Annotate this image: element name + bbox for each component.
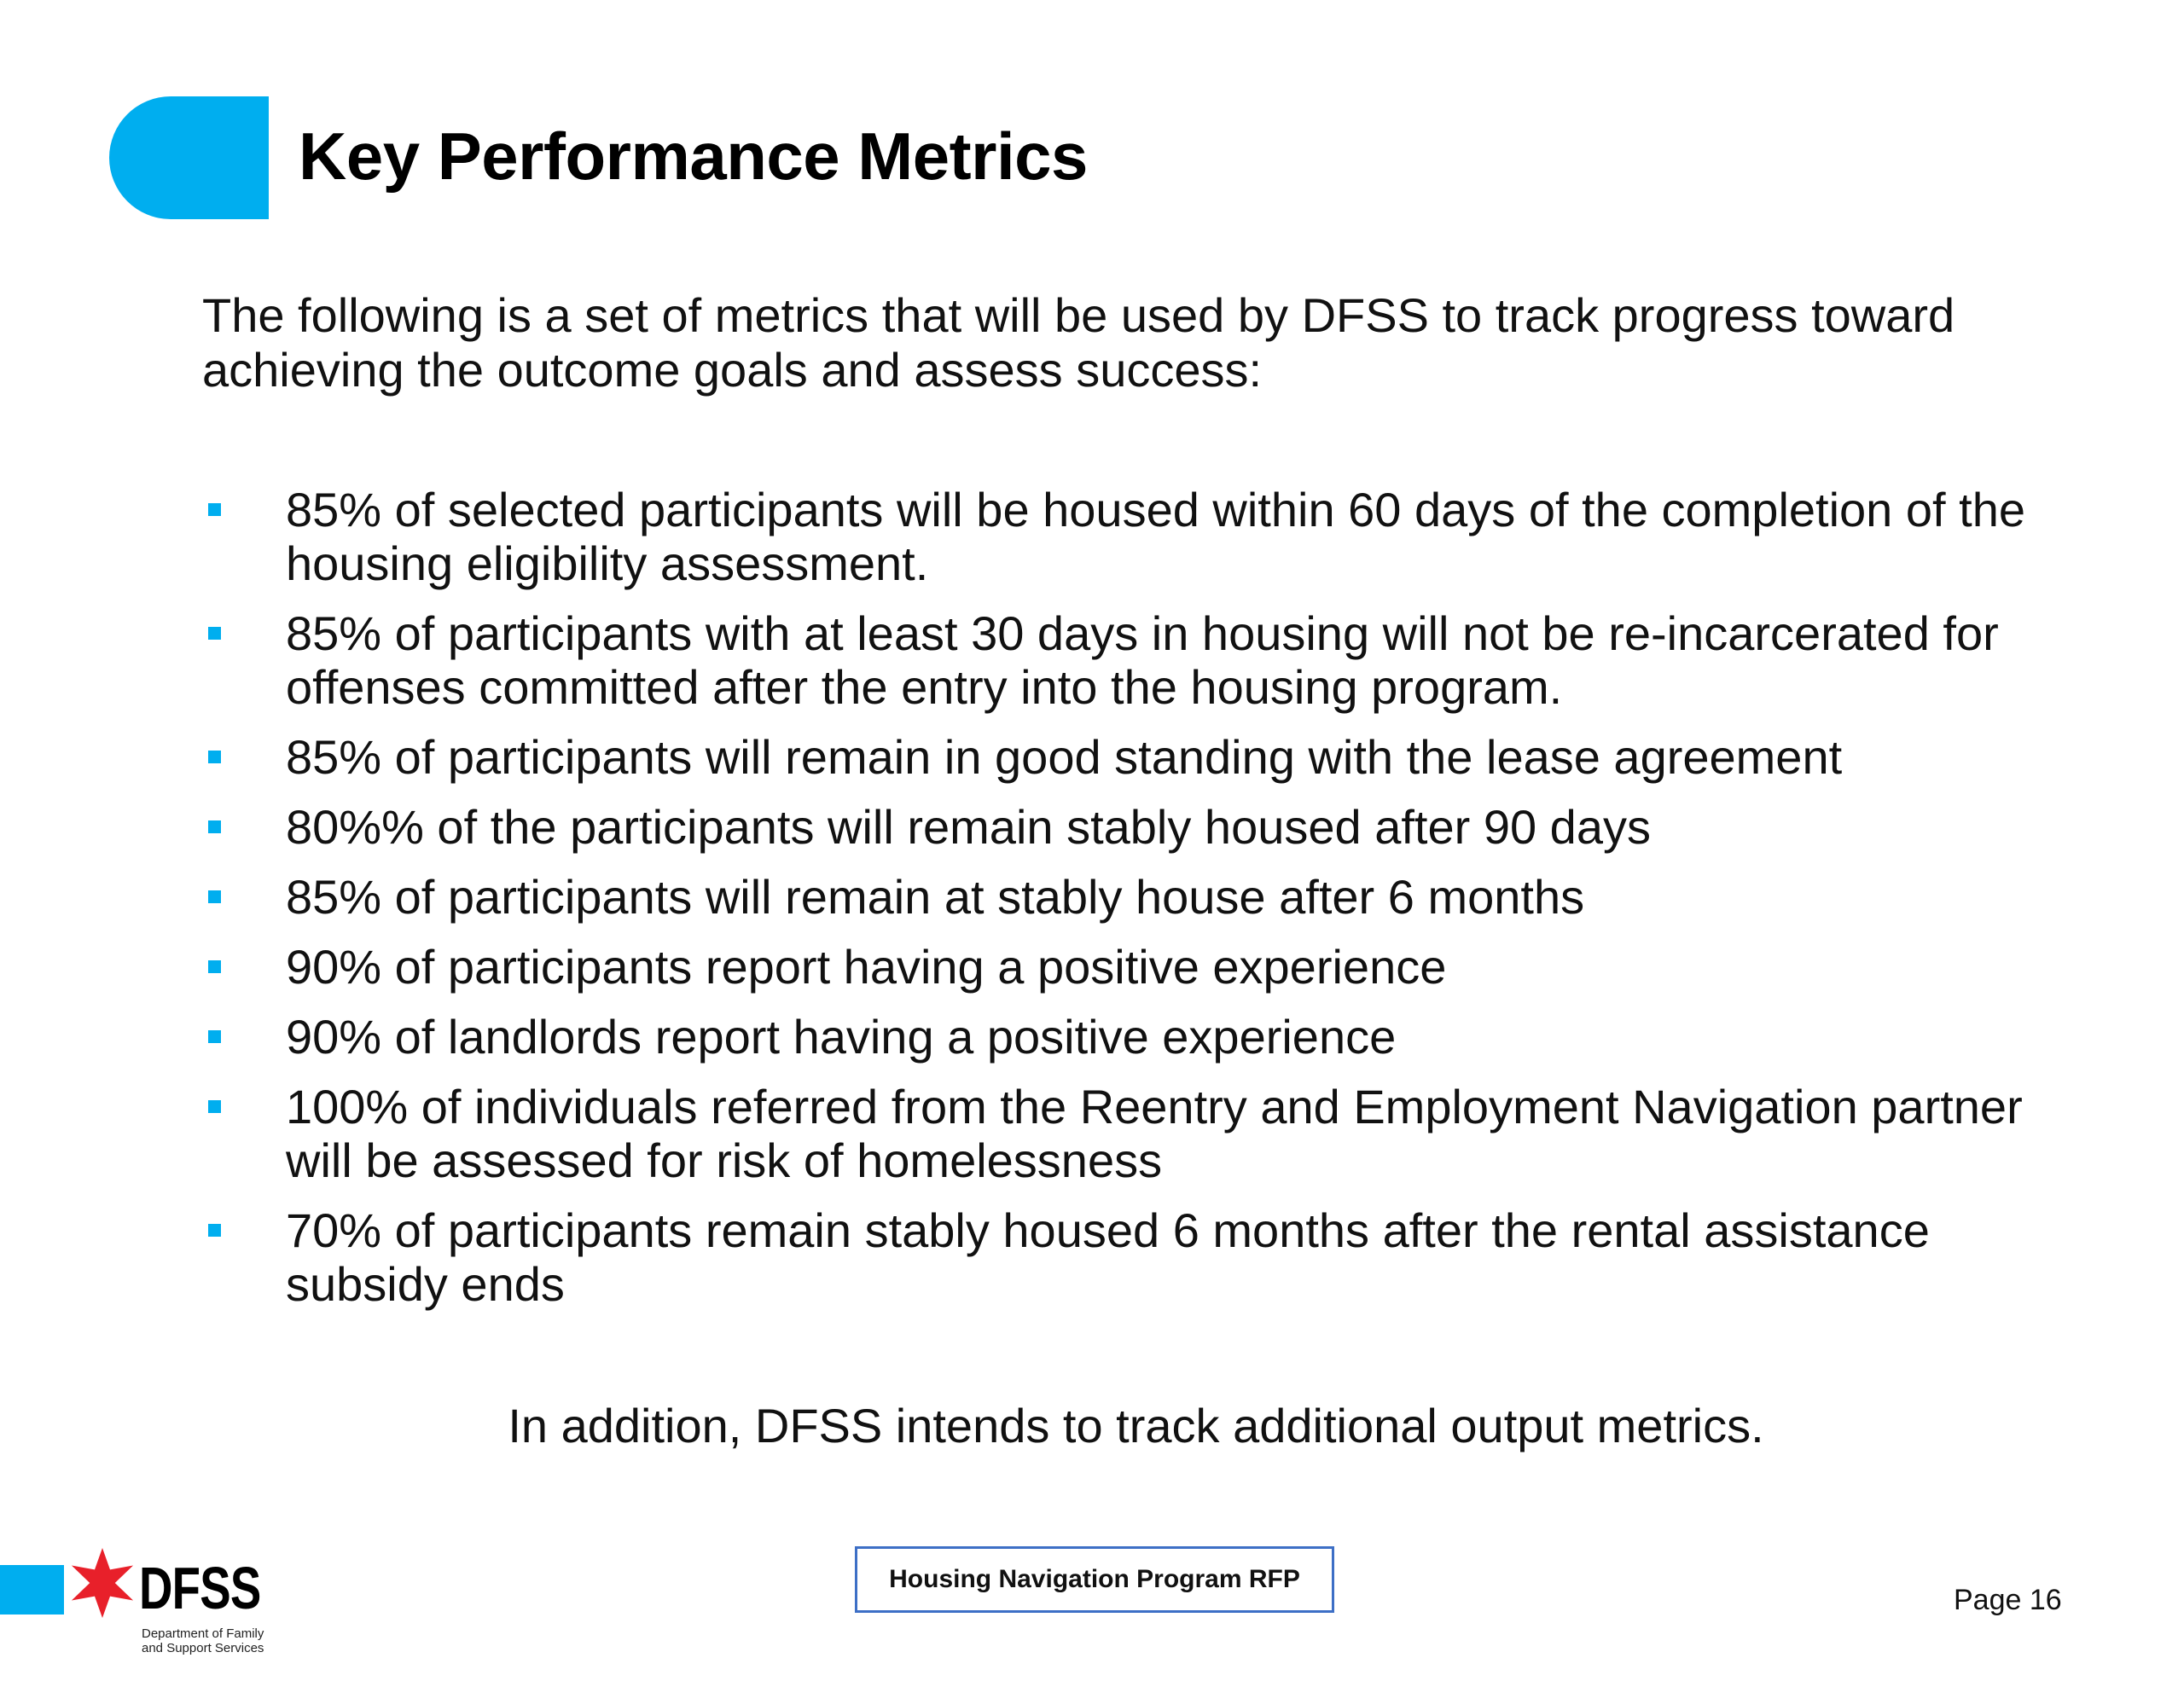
metric-text: 90% of participants report having a positive experience: [286, 940, 1447, 994]
metric-item: [202, 606, 2092, 714]
metric-item: [202, 1010, 2092, 1064]
bullet-icon: [208, 1100, 221, 1113]
metric-item: [202, 800, 2092, 854]
page-number: Page 16: [1954, 1584, 2062, 1616]
program-label: Housing Navigation Program RFP: [855, 1546, 1334, 1613]
logo-bar: [0, 1565, 64, 1615]
bullet-icon: [208, 960, 221, 973]
logo-subtitle-line: Department of Family: [142, 1626, 264, 1641]
page-title: Key Performance Metrics: [299, 119, 1088, 194]
metric-item: [202, 1203, 2092, 1311]
metric-text: 90% of landlords report having a positive experience: [286, 1010, 1397, 1064]
metric-text: 85% of participants will remain in good standing with the lease agreement: [286, 730, 1843, 784]
bullet-icon: [208, 1030, 221, 1043]
bullet-icon: [208, 1224, 221, 1237]
metric-text: 100% of individuals referred from the Reentry and Employment Navigation partner will be assessed for risk of homelessness: [286, 1080, 2023, 1187]
metric-text: 70% of participants remain stably housed 6 months after the rental assistance subsidy ends: [286, 1203, 1930, 1311]
metric-text: 85% of selected participants will be housed within 60 days of the completion of the housing eligibility assessment.: [286, 483, 2025, 590]
bullet-icon: [208, 751, 221, 763]
star-icon: [67, 1544, 137, 1622]
metric-item: [202, 483, 2092, 590]
bullet-icon: [208, 627, 221, 640]
bullet-icon: [208, 820, 221, 833]
metric-item: [202, 730, 2092, 784]
dfss-logo: [0, 1544, 290, 1663]
title-accent-shape: [109, 96, 269, 219]
bullet-icon: [208, 503, 221, 516]
bullet-icon: [208, 890, 221, 903]
metric-item: [202, 870, 2092, 924]
metric-text: 80%% of the participants will remain stably housed after 90 days: [286, 800, 1651, 854]
logo-subtitle: [142, 1626, 287, 1655]
metric-text: 85% of participants with at least 30 days in housing will not be re-incarcerated for offenses committed after the entry into the housing program.: [286, 606, 1999, 714]
closing-note: In addition, DFSS intends to track additional output metrics.: [508, 1399, 1764, 1452]
metric-item: [202, 1080, 2092, 1187]
logo-subtitle-line: and Support Services: [142, 1641, 264, 1655]
metric-text: 85% of participants will remain at stably house after 6 months: [286, 870, 1585, 924]
metrics-list: [202, 483, 2092, 1327]
metric-item: [202, 940, 2092, 994]
logo-wordmark: DFSS: [139, 1555, 261, 1621]
intro-paragraph: The following is a set of metrics that will be used by DFSS to track progress toward achieving the outcome goals and assess success:: [202, 288, 1955, 397]
